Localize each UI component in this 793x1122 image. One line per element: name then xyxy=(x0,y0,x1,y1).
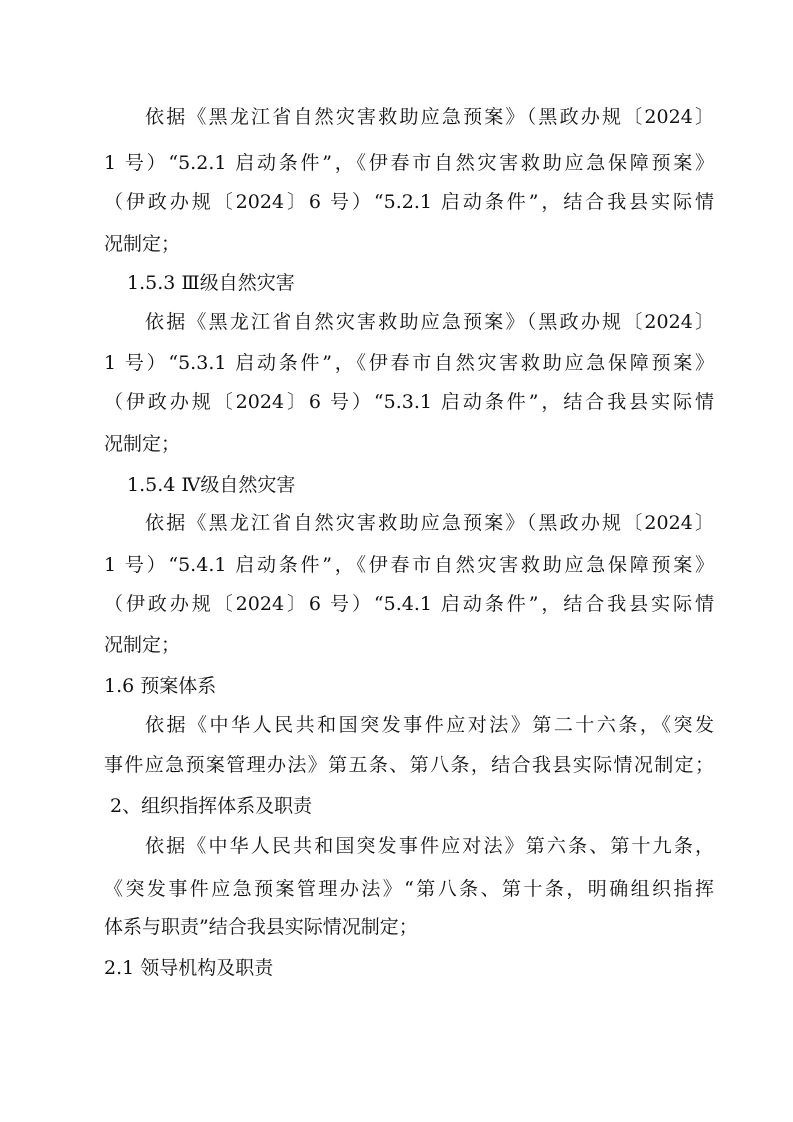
paragraph-line: 况制定； xyxy=(104,634,181,656)
paragraph-line: 依据《中华人民共和国突发事件应对法》第六条、第十九条， xyxy=(145,835,714,857)
paragraph-line: 况制定； xyxy=(104,233,181,255)
paragraph-line: 依据《中华人民共和国突发事件应对法》第二十六条，《突发 xyxy=(145,714,714,736)
paragraph-line: （伊政办规〔2024〕6 号）“5.4.1 启动条件”，结合我县实际情 xyxy=(104,593,714,615)
paragraph-line: 依据《黑龙江省自然灾害救助应急预案》（黑政办规〔2024〕 xyxy=(145,106,714,128)
paragraph-line: 依据《黑龙江省自然灾害救助应急预案》（黑政办规〔2024〕 xyxy=(145,512,714,534)
paragraph-line: 1 号）“5.4.1 启动条件”，《伊春市自然灾害救助应急保障预案》 xyxy=(104,554,714,576)
section-heading-1-5-3: 1.5.3 Ⅲ级自然灾害 xyxy=(127,272,295,294)
paragraph-line: 事件应急预案管理办法》第五条、第八条，结合我县实际情况制定； xyxy=(104,754,714,776)
paragraph-line: 《突发事件应急预案管理办法》“第八条、第十条，明确组织指挥 xyxy=(104,878,714,900)
paragraph-line: 况制定； xyxy=(104,433,181,455)
paragraph-line: 1 号）“5.2.1 启动条件”，《伊春市自然灾害救助应急保障预案》 xyxy=(104,152,714,174)
paragraph-line: （伊政办规〔2024〕6 号）“5.2.1 启动条件”，结合我县实际情 xyxy=(104,191,714,213)
paragraph-line: 1 号）“5.3.1 启动条件”，《伊春市自然灾害救助应急保障预案》 xyxy=(104,352,714,374)
paragraph-line: （伊政办规〔2024〕6 号）“5.3.1 启动条件”，结合我县实际情 xyxy=(104,391,714,413)
paragraph-line: 体系与职责”结合我县实际情况制定； xyxy=(104,916,418,938)
section-heading-1-6: 1.6 预案体系 xyxy=(104,675,217,697)
section-heading-1-5-4: 1.5.4 Ⅳ级自然灾害 xyxy=(127,474,296,496)
section-heading-2: 2、组织指挥体系及职责 xyxy=(110,795,313,817)
paragraph-line: 依据《黑龙江省自然灾害救助应急预案》（黑政办规〔2024〕 xyxy=(145,311,714,333)
section-heading-2-1: 2.1 领导机构及职责 xyxy=(104,957,274,979)
